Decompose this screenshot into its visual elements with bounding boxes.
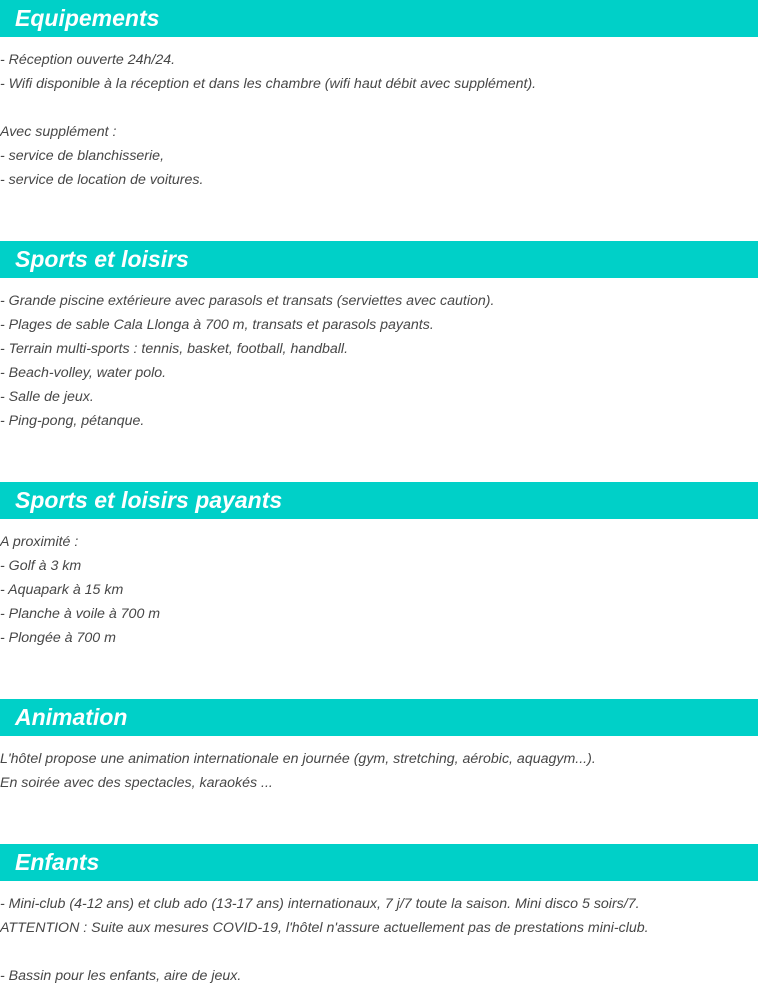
text-line: - Aquapark à 15 km — [0, 582, 124, 598]
section-title: Equipements — [0, 0, 758, 37]
section-body — [0, 881, 758, 988]
text-line: - Plongée à 700 m — [0, 630, 116, 646]
text-line: L'hôtel propose une animation internationale en journée (gym, stretching, aérobic, aquagym...). — [0, 751, 596, 767]
text-line: En soirée avec des spectacles, karaokés ... — [0, 775, 273, 791]
text-line: - Bassin pour les enfants, aire de jeux. — [0, 968, 242, 984]
text-line: - Ping-pong, pétanque. — [0, 413, 145, 429]
text-line: - Plages de sable Cala Llonga à 700 m, transats et parasols payants. — [0, 317, 434, 333]
section-title: Sports et loisirs payants — [0, 482, 758, 519]
section-title: Sports et loisirs — [0, 241, 758, 278]
section-sports-loisirs — [0, 241, 758, 433]
blank-line — [0, 940, 758, 964]
text-line: - service de location de voitures. — [0, 172, 204, 188]
text-line: ATTENTION : Suite aux mesures COVID-19, l'hôtel n'assure actuellement pas de prestations mini-club. — [0, 920, 649, 936]
text-line: - Terrain multi-sports : tennis, basket, football, handball. — [0, 341, 349, 357]
text-line: - Réception ouverte 24h/24. — [0, 52, 176, 68]
text-line: - Grande piscine extérieure avec parasols et transats (serviettes avec caution). — [0, 293, 495, 309]
section-body — [0, 278, 758, 433]
blank-line — [0, 96, 758, 120]
text-line: - Beach-volley, water polo. — [0, 365, 167, 381]
text-line: - Wifi disponible à la réception et dans les chambre (wifi haut débit avec supplément). — [0, 76, 537, 92]
section-enfants — [0, 844, 758, 988]
section-body — [0, 736, 758, 795]
text-line: - Planche à voile à 700 m — [0, 606, 161, 622]
section-body — [0, 37, 758, 192]
text-line: - Mini-club (4-12 ans) et club ado (13-17 ans) internationaux, 7 j/7 toute la saison. Mini disco 5 soirs/7. — [0, 896, 640, 912]
text-line: A proximité : — [0, 534, 79, 550]
section-sports-loisirs-payants — [0, 482, 758, 650]
section-animation — [0, 699, 758, 795]
section-body — [0, 519, 758, 650]
text-line: - Salle de jeux. — [0, 389, 94, 405]
text-line: Avec supplément : — [0, 124, 117, 140]
section-equipements — [0, 0, 758, 192]
text-line: - Golf à 3 km — [0, 558, 82, 574]
section-title: Animation — [0, 699, 758, 736]
section-title: Enfants — [0, 844, 758, 881]
text-line: - service de blanchisserie, — [0, 148, 165, 164]
